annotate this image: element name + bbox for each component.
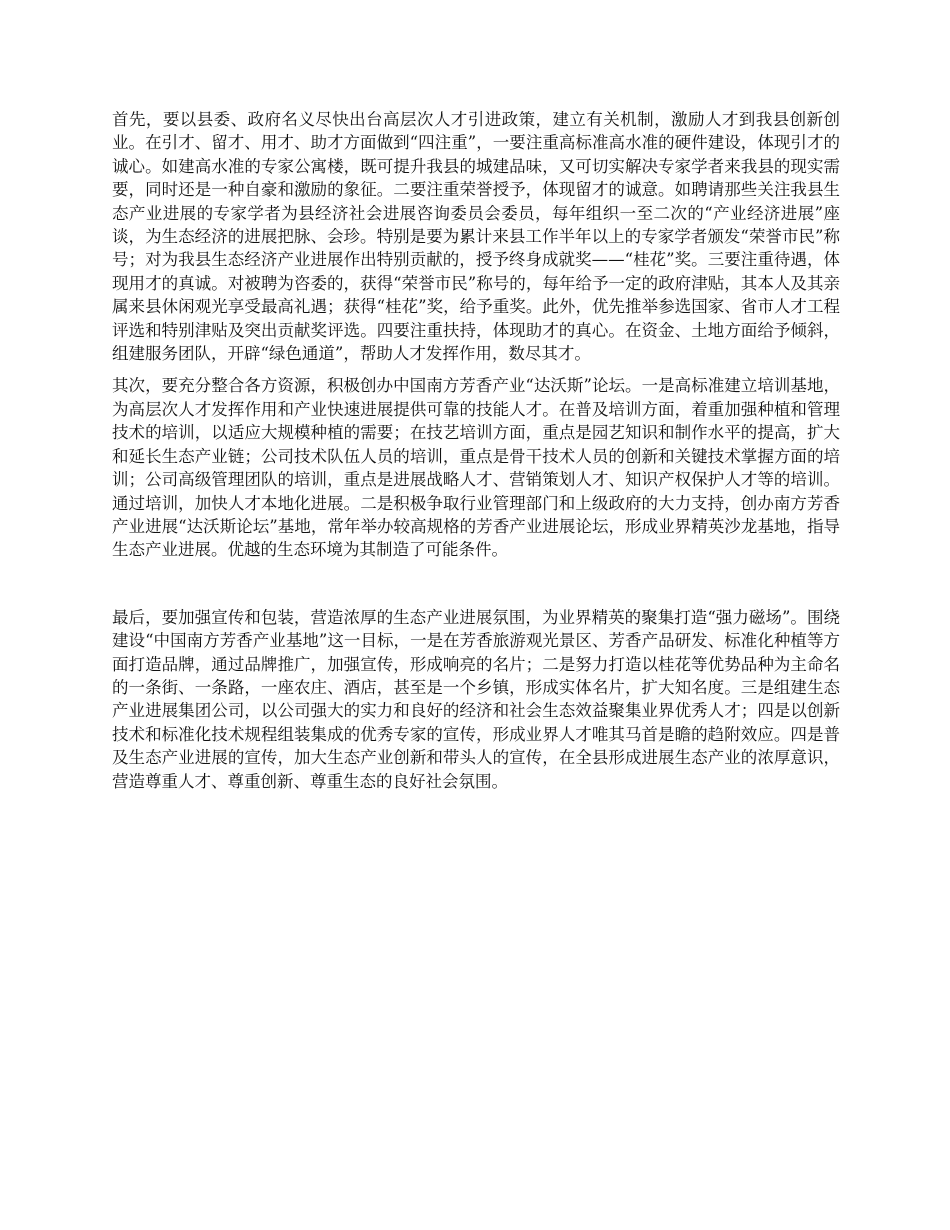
paragraph-davos-forum: 其次，要充分整合各方资源，积极创办中国南方芳香产业“达沃斯”论坛。一是高标准建立培训基地，为高层次人才发挥作用和产业快速进展提供可靠的技能人才。在普及培训方面，着重加强种植和管理技术的培训，以适应大规模种植的需要；在技艺培训方面，重点是园艺知识和制作水平的提高，扩大和延长生态产业链；公司技术队伍人员的培训，重点是骨干技术人员的创新和关键技术掌握方面的培训；公司高级管理团队的培训，重点是进展战略人才、营销策划人才、知识产权保护人才等的培训。通过培训，加快人才本地化进展。二是积极争取行业管理部门和上级政府的大力支持，创办南方芳香产业进展“达沃斯论坛”基地，常年举办较高规格的芳香产业进展论坛，形成业界精英沙龙基地，指导生态产业进展。优越的生态环境为其制造了可能条件。 — [112, 376, 840, 560]
document-body — [112, 108, 840, 793]
paragraph-talent-policy: 首先，要以县委、政府名义尽快出台高层次人才引进政策，建立有关机制，激励人才到我县创新创业。在引才、留才、用才、助才方面做到“四注重”，一要注重高标准高水准的硬件建设，体现引才的诚心。如建高水准的专家公寓楼，既可提升我县的城建品味，又可切实解决专家学者来我县的现实需要，同时还是一种自豪和激励的象征。二要注重荣誉授予，体现留才的诚意。如聘请那些关注我县生态产业进展的专家学者为县经济社会进展咨询委员会委员，每年组织一至二次的“产业经济进展”座谈，为生态经济的进展把脉、会珍。特别是要为累计来县工作半年以上的专家学者颁发“荣誉市民”称号；对为我县生态经济产业进展作出特别贡献的，授予终身成就奖——“桂花”奖。三要注重待遇，体现用才的真诚。对被聘为咨委的，获得“荣誉市民”称号的，每年给予一定的政府津贴，其本人及其亲属来县休闲观光享受最高礼遇；获得“桂花”奖，给予重奖。此外，优先推举参选国家、省市人才工程评选和特别津贴及突出贡献奖评选。四要注重扶持，体现助才的真心。在资金、土地方面给予倾斜，组建服务团队，开辟“绿色通道”，帮助人才发挥作用，数尽其才。 — [112, 110, 840, 364]
paragraph-publicity-branding: 最后，要加强宣传和包装，营造浓厚的生态产业进展氛围，为业界精英的聚集打造“强力磁场”。围绕建设“中国南方芳香产业基地”这一目标，一是在芳香旅游观光景区、芳香产品研发、标准化种植等方面打造品牌，通过品牌推广，加强宣传，形成响亮的名片；二是努力打造以桂花等优势品种为主命名的一条街、一条路，一座农庄、酒店，甚至是一个乡镇，形成实体名片，扩大知名度。三是组建生态产业进展集团公司，以公司强大的实力和良好的经济和社会生态效益聚集业界优秀人才；四是以创新技术和标准化技术规程组装集成的优秀专家的宣传，形成业界人才唯其马首是瞻的趋附效应。四是普及生态产业进展的宣传，加大生态产业创新和带头人的宣传，在全县形成进展生态产业的浓厚意识，营造尊重人才、尊重创新、尊重生态的良好社会氛围。 — [112, 607, 840, 791]
